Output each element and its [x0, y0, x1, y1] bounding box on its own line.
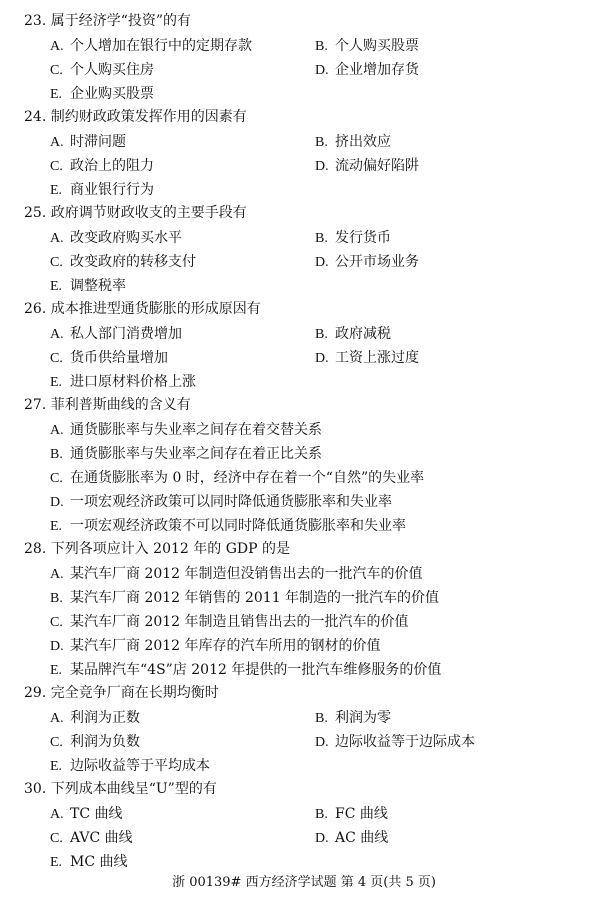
- option-c: [50, 733, 140, 752]
- question-stem: 23. 属于经济学“投资”的有: [24, 13, 192, 29]
- option-text: 货币供给量增加: [70, 350, 168, 366]
- option-letter: E.: [50, 375, 63, 390]
- option-e: [50, 517, 406, 536]
- option-letter: D.: [315, 63, 329, 78]
- option-letter: A.: [50, 567, 64, 582]
- option-text: 改变政府的转移支付: [70, 254, 196, 270]
- option-text: 工资上涨过度: [335, 350, 419, 366]
- option-text: 公开市场业务: [335, 254, 419, 270]
- option-c: [50, 253, 196, 272]
- option-e: [50, 85, 154, 104]
- option-letter: E.: [50, 183, 63, 198]
- option-letter: B.: [315, 807, 328, 822]
- option-d: [315, 61, 419, 80]
- option-text: 边际收益等于边际成本: [335, 734, 475, 750]
- option-letter: B.: [315, 135, 328, 150]
- option-c: [50, 613, 409, 632]
- option-a: [50, 565, 423, 584]
- option-b: [315, 709, 391, 728]
- question-stem: 27. 菲利普斯曲线的含义有: [24, 397, 191, 413]
- option-letter: B.: [50, 447, 63, 462]
- option-text: 私人部门消费增加: [70, 326, 182, 342]
- option-text: 一项宏观经济政策不可以同时降低通货膨胀率和失业率: [70, 518, 406, 534]
- option-letter: A.: [50, 231, 64, 246]
- option-letter: C.: [50, 471, 63, 486]
- option-letter: D.: [315, 831, 329, 846]
- option-letter: B.: [315, 39, 328, 54]
- option-text: TC 曲线: [70, 806, 123, 822]
- option-text: 企业增加存货: [335, 62, 419, 78]
- option-letter: A.: [50, 423, 64, 438]
- option-text: 某品牌汽车“4S”店 2012 年提供的一批汽车维修服务的价值: [70, 662, 442, 678]
- option-letter: E.: [50, 855, 63, 870]
- option-letter: C.: [50, 735, 63, 750]
- option-text: 发行货币: [335, 230, 391, 246]
- option-text: 利润为正数: [70, 710, 140, 726]
- option-letter: A.: [50, 807, 64, 822]
- option-text: 通货膨胀率与失业率之间存在着交替关系: [70, 422, 322, 438]
- option-letter: B.: [315, 231, 328, 246]
- option-d: [315, 157, 419, 176]
- option-text: 商业银行行为: [70, 182, 154, 198]
- option-text: MC 曲线: [70, 854, 128, 870]
- option-letter: C.: [50, 831, 63, 846]
- option-text: 边际收益等于平均成本: [70, 758, 210, 774]
- option-b: [315, 37, 419, 56]
- option-letter: D.: [315, 255, 329, 270]
- option-text: 在通货膨胀率为 0 时，经济中存在着一个“自然”的失业率: [70, 470, 425, 486]
- option-letter: E.: [50, 519, 63, 534]
- option-e: [50, 757, 210, 776]
- option-letter: D.: [50, 495, 64, 510]
- option-a: [50, 37, 252, 56]
- option-text: AVC 曲线: [70, 830, 133, 846]
- option-text: 进口原材料价格上涨: [70, 374, 196, 390]
- option-letter: E.: [50, 279, 63, 294]
- question-stem: 29. 完全竞争厂商在长期均衡时: [24, 685, 219, 701]
- option-text: 某汽车厂商 2012 年库存的汽车所用的钢材的价值: [70, 638, 381, 654]
- option-letter: C.: [50, 615, 63, 630]
- question-stem: 28. 下列各项应计入 2012 年的 GDP 的是: [24, 541, 290, 557]
- option-a: [50, 229, 182, 248]
- page-footer: 浙 00139# 西方经济学试题 第 4 页(共 5 页): [172, 875, 436, 890]
- option-letter: D.: [315, 735, 329, 750]
- option-e: [50, 277, 126, 296]
- option-letter: E.: [50, 87, 63, 102]
- option-d: [50, 637, 381, 656]
- option-b: [315, 229, 391, 248]
- option-a: [50, 709, 140, 728]
- option-letter: D.: [50, 639, 64, 654]
- option-b: [315, 133, 391, 152]
- option-a: [50, 805, 123, 824]
- option-letter: A.: [50, 327, 64, 342]
- option-text: FC 曲线: [335, 806, 388, 822]
- option-c: [50, 829, 133, 848]
- option-text: 个人购买住房: [70, 62, 154, 78]
- option-text: 挤出效应: [335, 134, 391, 150]
- option-d: [315, 349, 419, 368]
- option-c: [50, 157, 154, 176]
- question-stem: 26. 成本推进型通货膨胀的形成原因有: [24, 301, 261, 317]
- option-text: 某汽车厂商 2012 年制造但没销售出去的一批汽车的价值: [70, 566, 423, 582]
- option-text: 某汽车厂商 2012 年制造且销售出去的一批汽车的价值: [70, 614, 409, 630]
- option-a: [50, 325, 182, 344]
- option-text: 改变政府购买水平: [70, 230, 182, 246]
- option-text: 时滞问题: [70, 134, 126, 150]
- option-e: [50, 661, 441, 680]
- option-e: [50, 181, 154, 200]
- option-e: [50, 373, 196, 392]
- option-letter: C.: [50, 255, 63, 270]
- option-text: AC 曲线: [335, 830, 389, 846]
- option-letter: E.: [50, 663, 63, 678]
- option-text: 某汽车厂商 2012 年销售的 2011 年制造的一批汽车的价值: [70, 590, 440, 606]
- option-letter: E.: [50, 759, 63, 774]
- option-text: 一项宏观经济政策可以同时降低通货膨胀率和失业率: [70, 494, 392, 510]
- option-text: 个人增加在银行中的定期存款: [70, 38, 252, 54]
- option-letter: C.: [50, 159, 63, 174]
- option-letter: A.: [50, 711, 64, 726]
- option-text: 利润为零: [335, 710, 391, 726]
- option-text: 流动偏好陷阱: [335, 158, 419, 174]
- option-b: [315, 805, 388, 824]
- option-text: 通货膨胀率与失业率之间存在着正比关系: [70, 446, 322, 462]
- question-stem: 25. 政府调节财政收支的主要手段有: [24, 205, 247, 221]
- option-letter: D.: [315, 159, 329, 174]
- option-c: [50, 349, 168, 368]
- question-stem: 24. 制约财政政策发挥作用的因素有: [24, 109, 247, 125]
- option-letter: C.: [50, 351, 63, 366]
- question-stem: 30. 下列成本曲线呈“U”型的有: [24, 781, 217, 797]
- option-letter: C.: [50, 63, 63, 78]
- option-b: [50, 589, 439, 608]
- option-text: 政府减税: [335, 326, 391, 342]
- option-letter: B.: [50, 591, 63, 606]
- option-text: 企业购买股票: [70, 86, 154, 102]
- option-d: [315, 733, 475, 752]
- option-letter: A.: [50, 135, 64, 150]
- option-a: [50, 133, 126, 152]
- option-letter: B.: [315, 327, 328, 342]
- option-letter: B.: [315, 711, 328, 726]
- option-b: [50, 445, 322, 464]
- option-c: [50, 469, 424, 488]
- option-d: [315, 829, 388, 848]
- option-a: [50, 421, 322, 440]
- option-c: [50, 61, 154, 80]
- option-d: [315, 253, 419, 272]
- option-letter: D.: [315, 351, 329, 366]
- option-text: 利润为负数: [70, 734, 140, 750]
- option-letter: A.: [50, 39, 64, 54]
- option-b: [315, 325, 391, 344]
- option-text: 政治上的阻力: [70, 158, 154, 174]
- option-text: 调整税率: [70, 278, 126, 294]
- option-d: [50, 493, 392, 512]
- option-e: [50, 853, 128, 872]
- option-text: 个人购买股票: [335, 38, 419, 54]
